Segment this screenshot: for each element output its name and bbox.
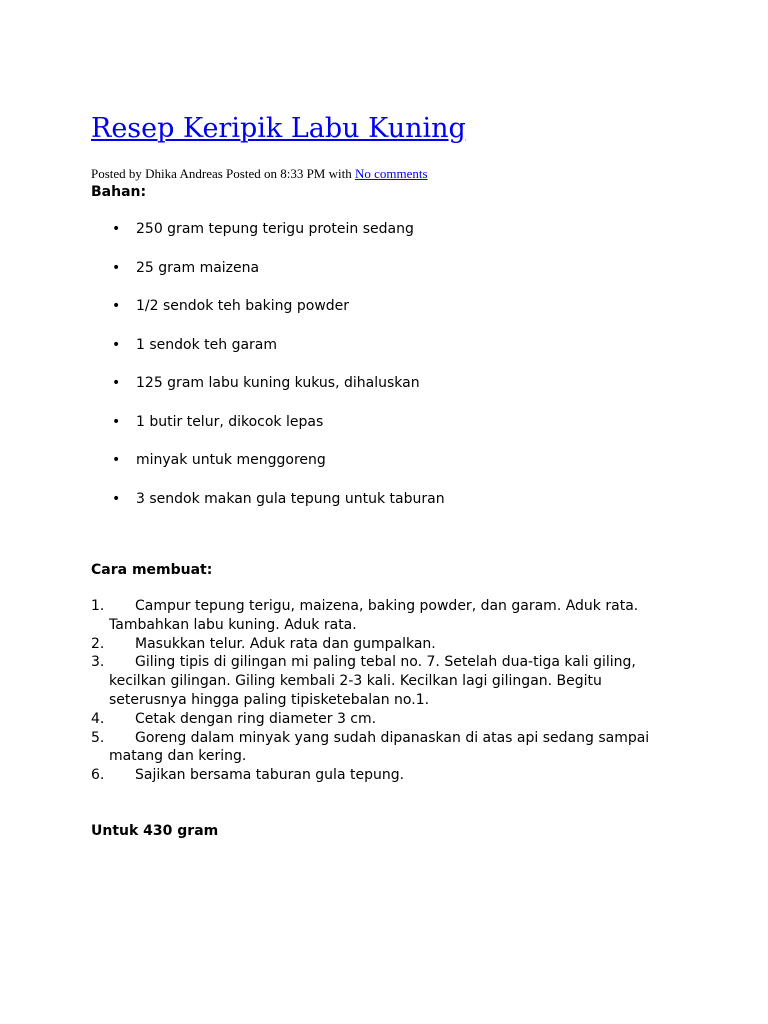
- step-text: Giling tipis di gilingan mi paling tebal no. 7. Setelah dua-tiga kali giling, kecilkan gilingan. Giling kembali 2-3 kali. Kecilkan lagi gilingan. Begitu seterusnya hingga paling tipisketebalan no.1.: [109, 654, 636, 708]
- step-number: 5.: [91, 729, 105, 746]
- step-number: 6.: [91, 767, 105, 784]
- post-title-link[interactable]: Resep Keripik Labu Kuning: [91, 113, 466, 144]
- step-text: Cetak dengan ring diameter 3 cm.: [135, 710, 377, 727]
- method-steps: [91, 597, 671, 785]
- byline-text: Posted by Dhika Andreas Posted on 8:33 PM with: [91, 166, 355, 181]
- step-item: [91, 635, 671, 654]
- step-text: Sajikan bersama taburan gula tepung.: [135, 767, 405, 784]
- ingredients-heading: Bahan:: [91, 184, 147, 200]
- list-item: • 250 gram tepung terigu protein sedang: [91, 219, 445, 258]
- step-text: Masukkan telur. Aduk rata dan gumpalkan.: [135, 635, 436, 652]
- step-text: Campur tepung terigu, maizena, baking powder, dan garam. Aduk rata. Tambahkan labu kuning. Aduk rata.: [109, 598, 639, 633]
- step-number: 1.: [91, 598, 105, 614]
- ingredients-list: [91, 219, 445, 527]
- step-item: [91, 710, 671, 729]
- step-item: [91, 766, 671, 785]
- step-text: Goreng dalam minyak yang sudah dipanaskan di atas api sedang sampai matang dan kering.: [109, 729, 650, 765]
- list-item: • 125 gram labu kuning kukus, dihaluskan: [91, 373, 445, 412]
- step-item: [91, 653, 671, 709]
- step-item: [91, 597, 671, 635]
- list-item: • 1 butir telur, dikocok lepas: [91, 412, 445, 451]
- post-byline: [91, 165, 428, 183]
- step-number: 2.: [91, 635, 105, 652]
- method-heading: Cara membuat:: [91, 562, 213, 578]
- list-item: • minyak untuk menggoreng: [91, 450, 445, 489]
- list-item: • 3 sendok makan gula tepung untuk taburan: [91, 489, 445, 528]
- list-item: • 25 gram maizena: [91, 258, 445, 297]
- yield-note: Untuk 430 gram: [91, 823, 219, 839]
- list-item: • 1 sendok teh garam: [91, 335, 445, 374]
- step-item: [91, 729, 671, 767]
- list-item: • 1/2 sendok teh baking powder: [91, 296, 445, 335]
- no-comments-link[interactable]: No comments: [354, 166, 428, 181]
- step-number: 3.: [91, 654, 105, 671]
- step-number: 4.: [91, 710, 105, 727]
